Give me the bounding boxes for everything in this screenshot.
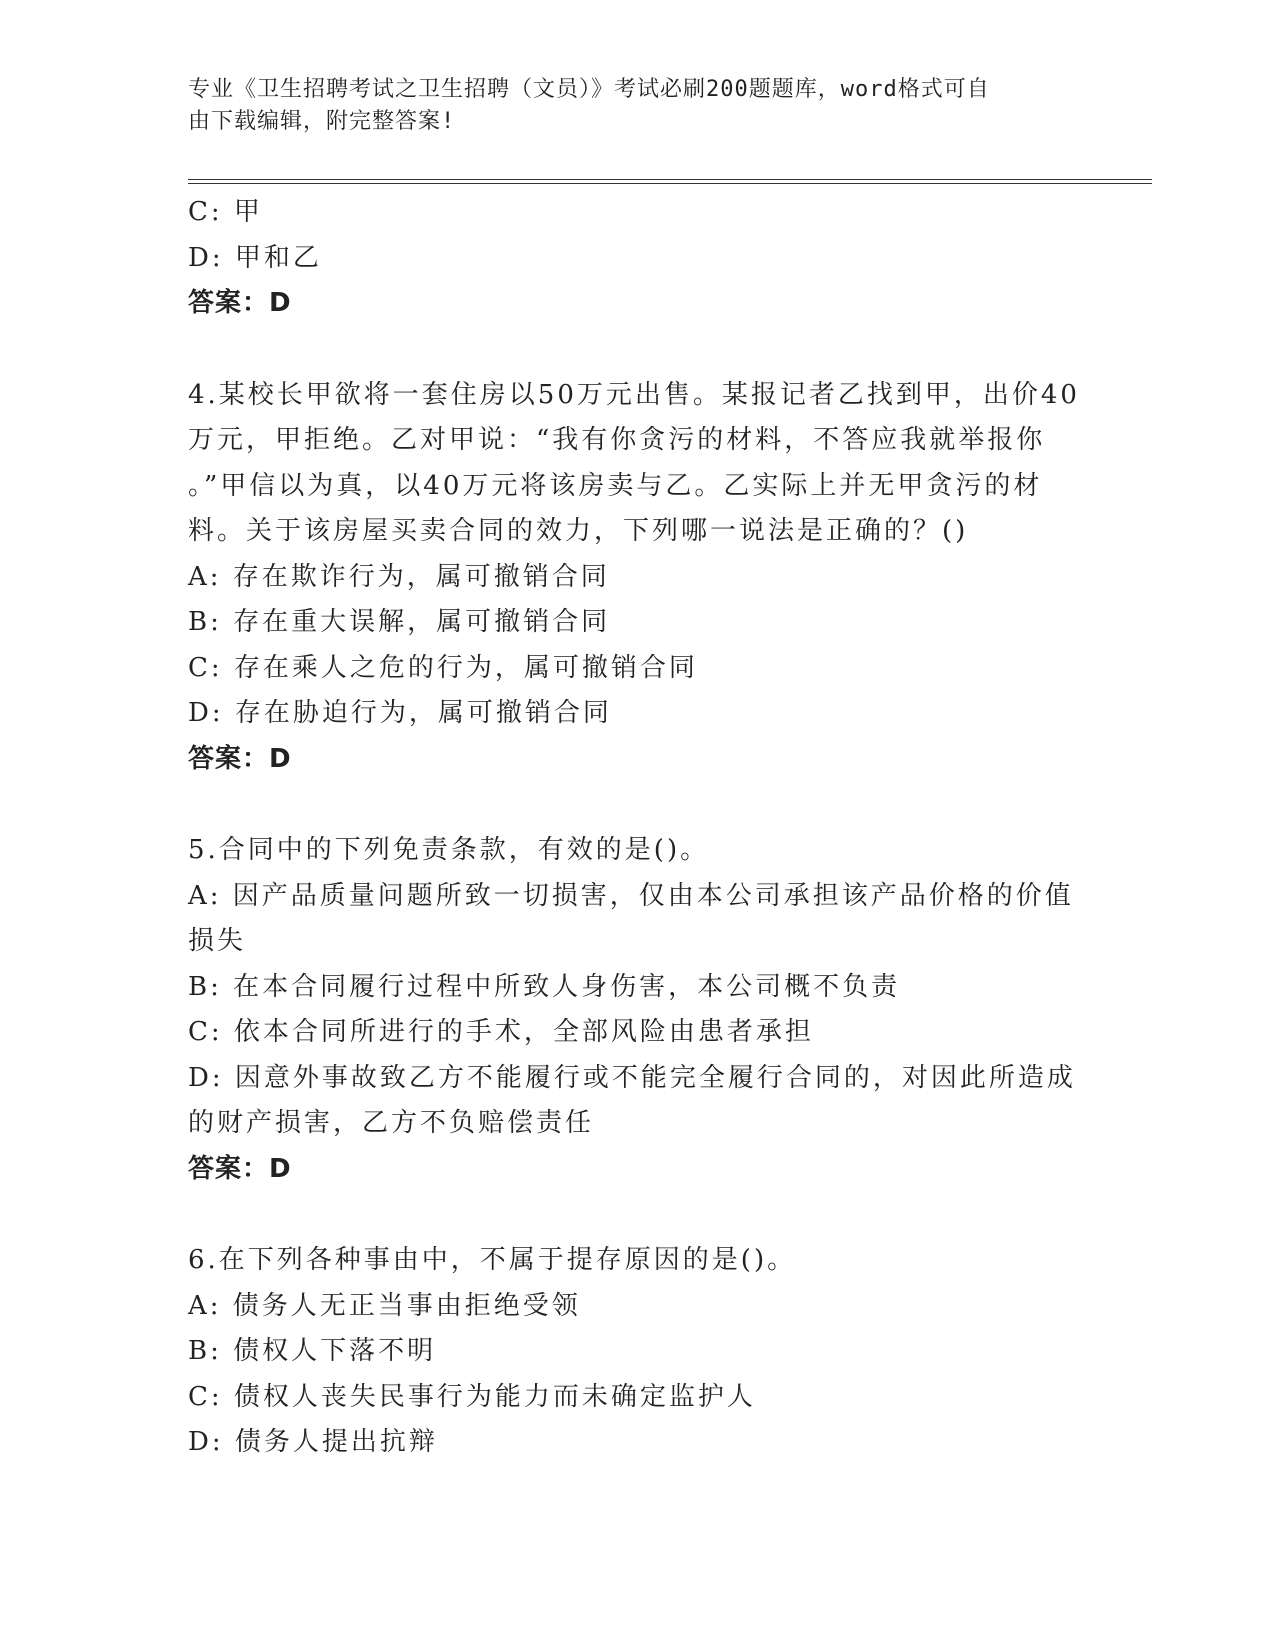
- question-3-option-c: C: 甲: [188, 197, 263, 227]
- question-5-option-d-line-1: D: 因意外事故致乙方不能履行或不能完全履行合同的，对因此所造成: [188, 1062, 1076, 1093]
- header-divider-bottom: [188, 183, 1152, 184]
- question-4-option-d: D: 存在胁迫行为，属可撤销合同: [188, 698, 612, 728]
- question-6-stem: 6.在下列各种事由中，不属于提存原因的是()。: [188, 1245, 797, 1275]
- document-header: [188, 74, 1088, 138]
- question-5-option-d-line-2: 的财产损害，乙方不负赔偿责任: [188, 1108, 595, 1138]
- question-6: [188, 1238, 1088, 1466]
- question-5-option-a-line-2: 损失: [188, 926, 247, 956]
- question-3-option-d: D: 甲和乙: [188, 242, 322, 273]
- question-4-stem-line-1: 4.某校长甲欲将一套住房以50万元出售。某报记者乙找到甲，出价40: [188, 379, 1080, 410]
- question-5-option-c: C: 依本合同所进行的手术，全部风险由患者承担: [188, 1017, 814, 1047]
- spacer: [188, 327, 1088, 373]
- spacer: [188, 1192, 1088, 1238]
- header-divider-top: [188, 179, 1152, 180]
- spacer: [188, 782, 1088, 828]
- question-5-option-b: B: 在本合同履行过程中所致人身伤害，本公司概不负责: [188, 971, 901, 1002]
- question-4-stem-line-2: 万元，甲拒绝。乙对甲说：“我有你贪污的材料，不答应我就举报你: [188, 425, 1046, 455]
- header-line-1: 专业《卫生招聘考试之卫生招聘（文员）》考试必刷200题题库，word格式可自: [188, 77, 990, 102]
- question-4-option-a: A: 存在欺诈行为，属可撤销合同: [188, 561, 610, 592]
- question-4-option-c: C: 存在乘人之危的行为，属可撤销合同: [188, 652, 698, 683]
- question-4-stem-line-3: 。”甲信以为真，以40万元将该房卖与乙。乙实际上并无甲贪污的材: [188, 470, 1043, 501]
- question-4: [188, 373, 1088, 783]
- question-4-answer: 答案：D: [188, 743, 292, 774]
- question-5-answer: 答案：D: [188, 1153, 292, 1184]
- question-5-option-a-line-1: A: 因产品质量问题所致一切损害，仅由本公司承担该产品价格的价值: [188, 880, 1074, 911]
- question-6-option-c: C: 债权人丧失民事行为能力而未确定监护人: [188, 1381, 756, 1412]
- question-3-answer: 答案：D: [188, 288, 292, 318]
- question-5-stem: 5.合同中的下列免责条款，有效的是()。: [188, 835, 710, 865]
- question-4-stem-line-4: 料。关于该房屋买卖合同的效力，下列哪一说法是正确的？(): [188, 516, 969, 546]
- question-6-option-b: B: 债权人下落不明: [188, 1336, 437, 1366]
- question-3: [188, 190, 1088, 327]
- question-6-option-a: A: 债务人无正当事由拒绝受领: [188, 1290, 581, 1321]
- question-4-option-b: B: 存在重大误解，属可撤销合同: [188, 607, 611, 637]
- question-list: [188, 190, 1088, 1466]
- header-line-2: 由下载编辑，附完整答案!: [188, 109, 456, 134]
- question-5: [188, 828, 1088, 1192]
- question-6-option-d: D: 债务人提出抗辩: [188, 1427, 438, 1457]
